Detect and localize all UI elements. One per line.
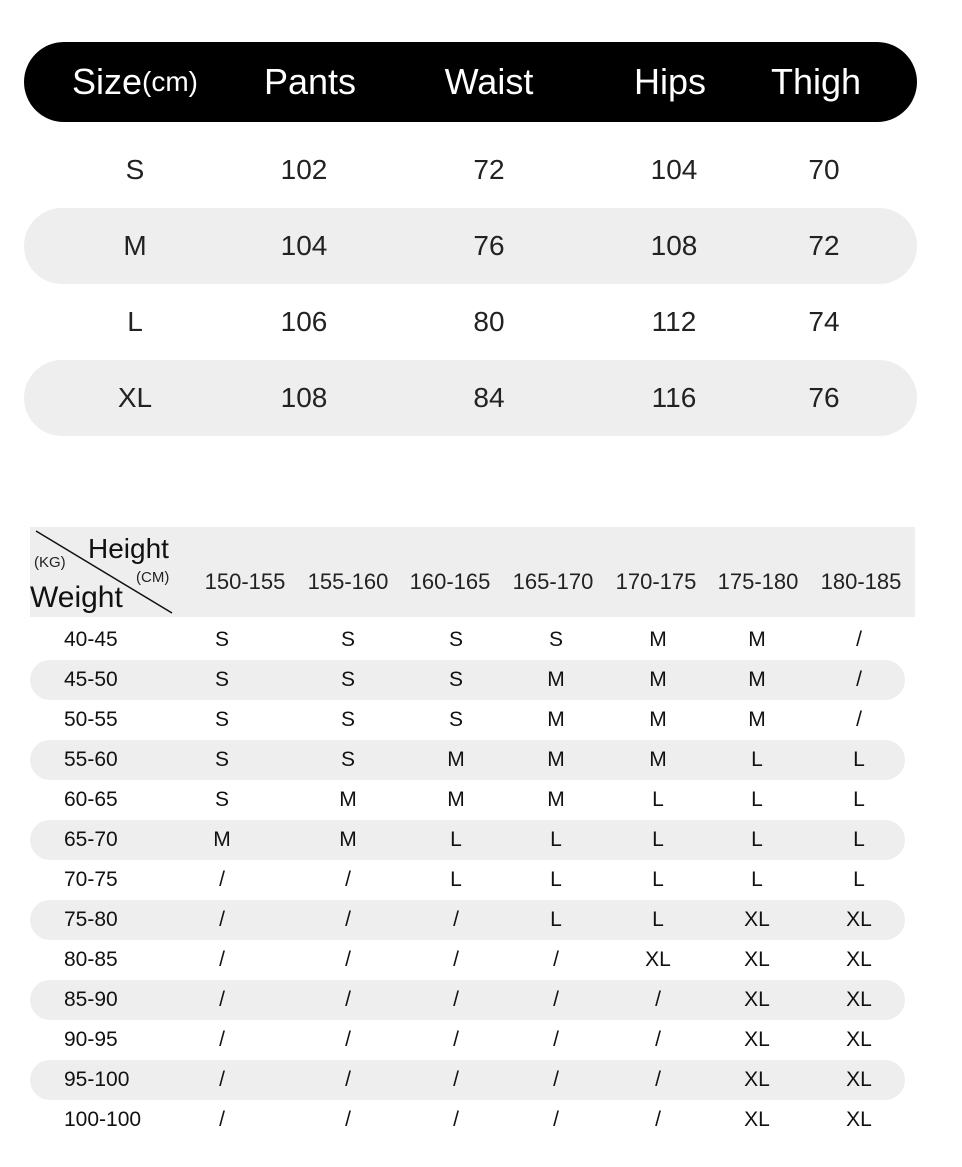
fit-size-cell: L — [550, 828, 562, 851]
fit-size-cell: XL — [846, 988, 872, 1011]
fit-size-cell: / — [345, 948, 351, 971]
fit-size-cell: L — [853, 748, 865, 771]
fit-size-cell: M — [649, 748, 667, 771]
fit-size-cell: XL — [846, 1108, 872, 1131]
size-cell-pants: 104 — [280, 230, 328, 261]
fit-size-cell: S — [214, 628, 230, 651]
fit-size-cell: M — [748, 668, 766, 691]
fit-size-cell: M — [447, 748, 465, 771]
weight-label: Weight — [30, 581, 123, 614]
fit-size-cell: L — [652, 868, 664, 891]
fit-size-cell: XL — [645, 948, 671, 971]
fit-size-cell: / — [856, 628, 862, 651]
header-size-unit: (cm) — [142, 66, 199, 97]
height-unit-label: (CM) — [136, 569, 170, 586]
size-cell-waist: 76 — [473, 230, 505, 261]
fit-row — [30, 820, 905, 860]
fit-size-cell: XL — [744, 1028, 770, 1051]
size-row — [24, 132, 917, 208]
fit-size-cell: / — [453, 988, 459, 1011]
size-chart-body — [24, 132, 917, 436]
weight-range-label: 45-50 — [64, 668, 118, 691]
height-range-header: 175-180 — [717, 569, 799, 594]
fit-size-cell: / — [219, 868, 225, 891]
fit-size-cell: / — [553, 1108, 559, 1131]
size-cell-size: XL — [117, 382, 153, 413]
fit-size-cell: M — [547, 748, 565, 771]
weight-range-label: 100-100 — [64, 1108, 142, 1131]
fit-size-cell: S — [214, 708, 230, 731]
weight-unit-label: (KG) — [34, 554, 66, 571]
header-waist: Waist — [444, 61, 534, 102]
weight-range-label: 50-55 — [64, 708, 118, 731]
size-cell-waist: 72 — [473, 154, 505, 185]
fit-size-cell: L — [853, 868, 865, 891]
fit-row — [30, 940, 915, 980]
size-cell-thigh: 70 — [808, 154, 840, 185]
size-chart-header — [24, 42, 917, 122]
height-range-header: 180-185 — [820, 569, 902, 594]
fit-size-cell: M — [748, 708, 766, 731]
fit-size-cell: / — [219, 948, 225, 971]
fit-size-cell: S — [340, 708, 356, 731]
fit-size-cell: M — [649, 668, 667, 691]
size-cell-size: S — [125, 154, 145, 185]
size-chart-table — [24, 42, 917, 436]
fit-row — [30, 780, 915, 820]
size-cell-thigh: 76 — [808, 382, 840, 413]
fit-row — [30, 900, 905, 940]
fit-size-cell: / — [219, 908, 225, 931]
fit-size-cell: / — [219, 1108, 225, 1131]
fit-chart-body — [30, 617, 915, 1140]
fit-row — [30, 740, 905, 780]
fit-row — [30, 700, 915, 740]
fit-size-cell: / — [655, 1028, 661, 1051]
fit-size-cell: XL — [846, 948, 872, 971]
fit-row — [30, 620, 915, 660]
fit-chart-table — [30, 527, 915, 1140]
size-cell-hips: 104 — [650, 154, 698, 185]
weight-range-label: 85-90 — [64, 988, 118, 1011]
size-cell-pants: 106 — [280, 306, 328, 337]
fit-size-cell: L — [751, 788, 763, 811]
fit-size-cell: / — [453, 1108, 459, 1131]
fit-size-cell: / — [219, 1028, 225, 1051]
fit-row — [30, 1100, 915, 1140]
size-cell-size: M — [123, 230, 147, 261]
weight-range-label: 90-95 — [64, 1028, 118, 1051]
fit-size-cell: S — [214, 748, 230, 771]
fit-size-cell: L — [652, 788, 664, 811]
fit-size-cell: M — [649, 708, 667, 731]
fit-size-cell: S — [340, 628, 356, 651]
fit-size-cell: / — [453, 908, 459, 931]
fit-size-cell: S — [448, 668, 464, 691]
fit-row — [30, 660, 905, 700]
size-cell-hips: 116 — [651, 382, 697, 413]
fit-size-cell: XL — [846, 1068, 872, 1091]
weight-range-label: 65-70 — [64, 828, 118, 851]
weight-range-label: 40-45 — [64, 628, 118, 651]
header-thigh: Thigh — [770, 61, 862, 102]
fit-size-cell: L — [550, 908, 562, 931]
fit-size-cell: / — [345, 868, 351, 891]
size-row — [24, 208, 917, 284]
fit-size-cell: / — [856, 668, 862, 691]
fit-size-cell: / — [219, 1068, 225, 1091]
fit-row — [30, 860, 915, 900]
height-range-header: 170-175 — [615, 569, 697, 594]
size-cell-pants: 102 — [280, 154, 328, 185]
size-cell-thigh: 74 — [808, 306, 840, 337]
header-hips: Hips — [633, 61, 707, 102]
fit-size-cell: / — [655, 988, 661, 1011]
fit-size-cell: L — [652, 828, 664, 851]
size-cell-hips: 108 — [650, 230, 698, 261]
fit-size-cell: / — [345, 908, 351, 931]
size-cell-waist: 80 — [473, 306, 505, 337]
fit-row — [30, 1060, 905, 1100]
fit-size-cell: L — [751, 868, 763, 891]
height-range-header: 165-170 — [512, 569, 594, 594]
size-cell-thigh: 72 — [808, 230, 840, 261]
fit-size-cell: S — [340, 748, 356, 771]
weight-range-label: 75-80 — [64, 908, 118, 931]
height-label: Height — [88, 533, 169, 564]
fit-size-cell: S — [548, 628, 564, 651]
fit-size-cell: / — [453, 1028, 459, 1051]
size-cell-size: L — [127, 306, 143, 337]
fit-size-cell: M — [649, 628, 667, 651]
fit-size-cell: XL — [744, 948, 770, 971]
fit-size-cell: L — [751, 828, 763, 851]
weight-range-label: 80-85 — [64, 948, 118, 971]
size-cell-waist: 84 — [473, 382, 505, 413]
fit-size-cell: XL — [744, 908, 770, 931]
height-range-header: 160-165 — [409, 569, 491, 594]
fit-size-cell: / — [453, 1068, 459, 1091]
size-row — [24, 360, 917, 436]
fit-size-cell: / — [345, 1108, 351, 1131]
fit-size-cell: M — [547, 788, 565, 811]
header-size-label: Size — [71, 61, 143, 102]
fit-size-cell: M — [447, 788, 465, 811]
fit-size-cell: L — [751, 748, 763, 771]
fit-size-cell: L — [652, 908, 664, 931]
fit-size-cell: / — [655, 1068, 661, 1091]
weight-range-label: 60-65 — [64, 788, 118, 811]
fit-size-cell: / — [553, 1068, 559, 1091]
fit-size-cell: / — [453, 948, 459, 971]
fit-size-cell: S — [214, 668, 230, 691]
fit-row — [30, 980, 905, 1020]
fit-size-cell: / — [553, 1028, 559, 1051]
fit-size-cell: / — [219, 988, 225, 1011]
header-size — [72, 42, 198, 122]
fit-size-cell: XL — [744, 1108, 770, 1131]
height-range-header: 155-160 — [307, 569, 389, 594]
fit-size-cell: M — [547, 668, 565, 691]
fit-size-cell: / — [345, 988, 351, 1011]
fit-size-cell: S — [448, 708, 464, 731]
weight-range-label: 55-60 — [64, 748, 118, 771]
fit-size-cell: M — [213, 828, 231, 851]
weight-range-label: 95-100 — [64, 1068, 130, 1091]
fit-size-cell: / — [553, 988, 559, 1011]
size-cell-hips: 112 — [651, 306, 697, 337]
size-row — [24, 284, 917, 360]
fit-size-cell: XL — [846, 1028, 872, 1051]
fit-size-cell: / — [655, 1108, 661, 1131]
height-range-header: 150-155 — [204, 569, 286, 594]
fit-size-cell: / — [553, 948, 559, 971]
fit-size-cell: / — [345, 1028, 351, 1051]
fit-size-cell: / — [856, 708, 862, 731]
fit-size-cell: M — [339, 828, 357, 851]
corner-cell — [30, 527, 190, 617]
header-pants: Pants — [263, 61, 357, 102]
fit-size-cell: L — [550, 868, 562, 891]
fit-size-cell: L — [853, 788, 865, 811]
fit-size-cell: M — [339, 788, 357, 811]
fit-size-cell: M — [547, 708, 565, 731]
weight-range-label: 70-75 — [64, 868, 118, 891]
fit-size-cell: M — [748, 628, 766, 651]
fit-size-cell: L — [450, 828, 462, 851]
fit-size-cell: S — [214, 788, 230, 811]
fit-size-cell: XL — [744, 1068, 770, 1091]
fit-chart-header — [30, 527, 915, 617]
fit-size-cell: S — [448, 628, 464, 651]
fit-size-cell: / — [345, 1068, 351, 1091]
fit-size-cell: XL — [744, 988, 770, 1011]
fit-size-cell: XL — [846, 908, 872, 931]
size-cell-pants: 108 — [280, 382, 328, 413]
fit-size-cell: L — [853, 828, 865, 851]
fit-row — [30, 1020, 915, 1060]
fit-size-cell: S — [340, 668, 356, 691]
fit-size-cell: L — [450, 868, 462, 891]
